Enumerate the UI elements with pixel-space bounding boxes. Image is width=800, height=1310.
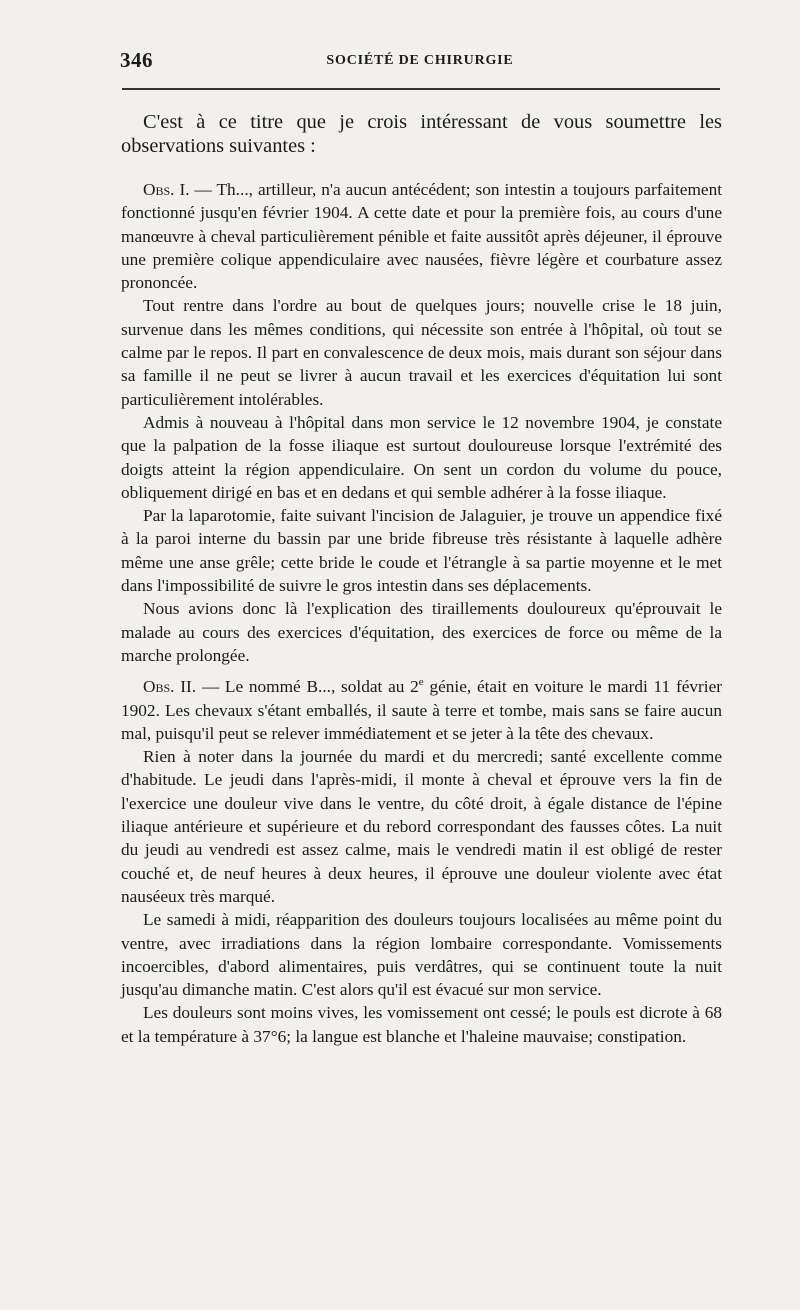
observation-2-paragraph-3: Le samedi à midi, réapparition des douleurs toujours localisées au même point du ventre, avec irradiations dans la région lombaire correspondante. Vomissements incoercibles, d'abord alimentaires, puis verdâtres, qui se continuent toute la nuit jusqu'au dimanche matin. C'est alors qu'il est évacué sur mon service.: [121, 910, 722, 1000]
ordinal-superscript: e: [418, 676, 424, 689]
observation-1-text: — Th..., artilleur, n'a aucun antécédent; son intestin a toujours parfaitement fonctionné jusqu'en février 1904. A cette date et pour la première fois, au cours d'une manœuvre à cheval particulièrement pénible et faite aussitôt après déjeuner, il éprouve une première colique appendiculaire avec nausées, fièvre légère et courbature assez prononcée.: [121, 180, 723, 293]
observation-1-paragraph-3: Admis à nouveau à l'hôpital dans mon service le 12 novembre 1904, je constate que la palpation de la fosse iliaque est surtout douloureuse lorsque l'extrémité des doigts atteint la région appendiculaire. On sent un cordon du volume du pouce, obliquement dirigé en bas et en dedans et qui semble adhérer à la fosse iliaque.: [121, 412, 722, 502]
observation-2: [121, 675, 722, 1048]
observation-2-label: Obs. II.: [143, 677, 197, 697]
observation-2-text-end: génie, était en voiture le mardi 11 février 1902. Les chevaux s'étant emballés, il saute à terre et tombe, mais sans se faire aucun mal, puisqu'il peut se relever immédiatement et se jeter à la tête des chevaux.: [121, 677, 722, 743]
page-number: 346: [120, 48, 153, 72]
observation-1-paragraph-5: Nous avions donc là l'explication des tiraillements douloureux qu'éprouvait le malade au cours des exercices d'équitation, des exercices de force ou même de la marche prolongée.: [121, 599, 722, 665]
header-rule: [122, 88, 720, 90]
observation-2-paragraph-2: Rien à noter dans la journée du mardi et du mercredi; santé excellente comme d'habitude. Le jeudi dans l'après-midi, il monte à cheval et éprouve vers la fin de l'exercice une douleur vive dans le ventre, du côté droit, à égale distance de l'épine iliaque antérieure et supérieure et du rebord correspondant des fausses côtes. La nuit du jeudi au vendredi est assez calme, mais le vendredi matin il est obligé de rester couché et, de neuf heures à deux heures, il éprouve une douleur violente avec état nauséeux très marqué.: [121, 747, 722, 906]
observation-1-paragraph-2: Tout rentre dans l'ordre au bout de quelques jours; nouvelle crise le 18 juin, survenue dans les mêmes conditions, qui nécessite son entrée à l'hôpital, où tout se calme par le repos. Il part en convalescence de deux mois, mais durant son séjour dans sa famille il ne peut se livrer à aucun travail et les exercices d'équitation lui sont particulièrement intolérables.: [121, 296, 722, 409]
observation-2-paragraph-4: Les douleurs sont moins vives, les vomissement ont cessé; le pouls est dicrote à 68 et la température à 37°6; la langue est blanche et l'haleine mauvaise; constipation.: [121, 1003, 722, 1046]
observation-2-text-start: — Le nommé B..., soldat au 2: [201, 677, 419, 697]
observation-1-label: Obs. I.: [143, 180, 190, 199]
running-title: SOCIÉTÉ DE CHIRURGIE: [326, 53, 514, 68]
body-text: [121, 110, 722, 1048]
observation-1: [121, 178, 722, 667]
observation-1-paragraph-1: [121, 178, 722, 294]
page-header: [120, 46, 720, 76]
observation-2-paragraph-1: [121, 675, 722, 745]
observation-1-paragraph-4: Par la laparotomie, faite suivant l'incision de Jalaguier, je trouve un appendice fixé à la paroi interne du bassin par une bride fibreuse très résistante à laquelle adhère même une anse grêle; cette bride le coude et l'étrangle à sa partie moyenne et le met dans l'impossibilité de suivre le gros intestin dans ses déplacements.: [121, 506, 722, 596]
intro-paragraph: C'est à ce titre que je crois intéressant de vous soumettre les observations suivantes :: [121, 111, 722, 157]
